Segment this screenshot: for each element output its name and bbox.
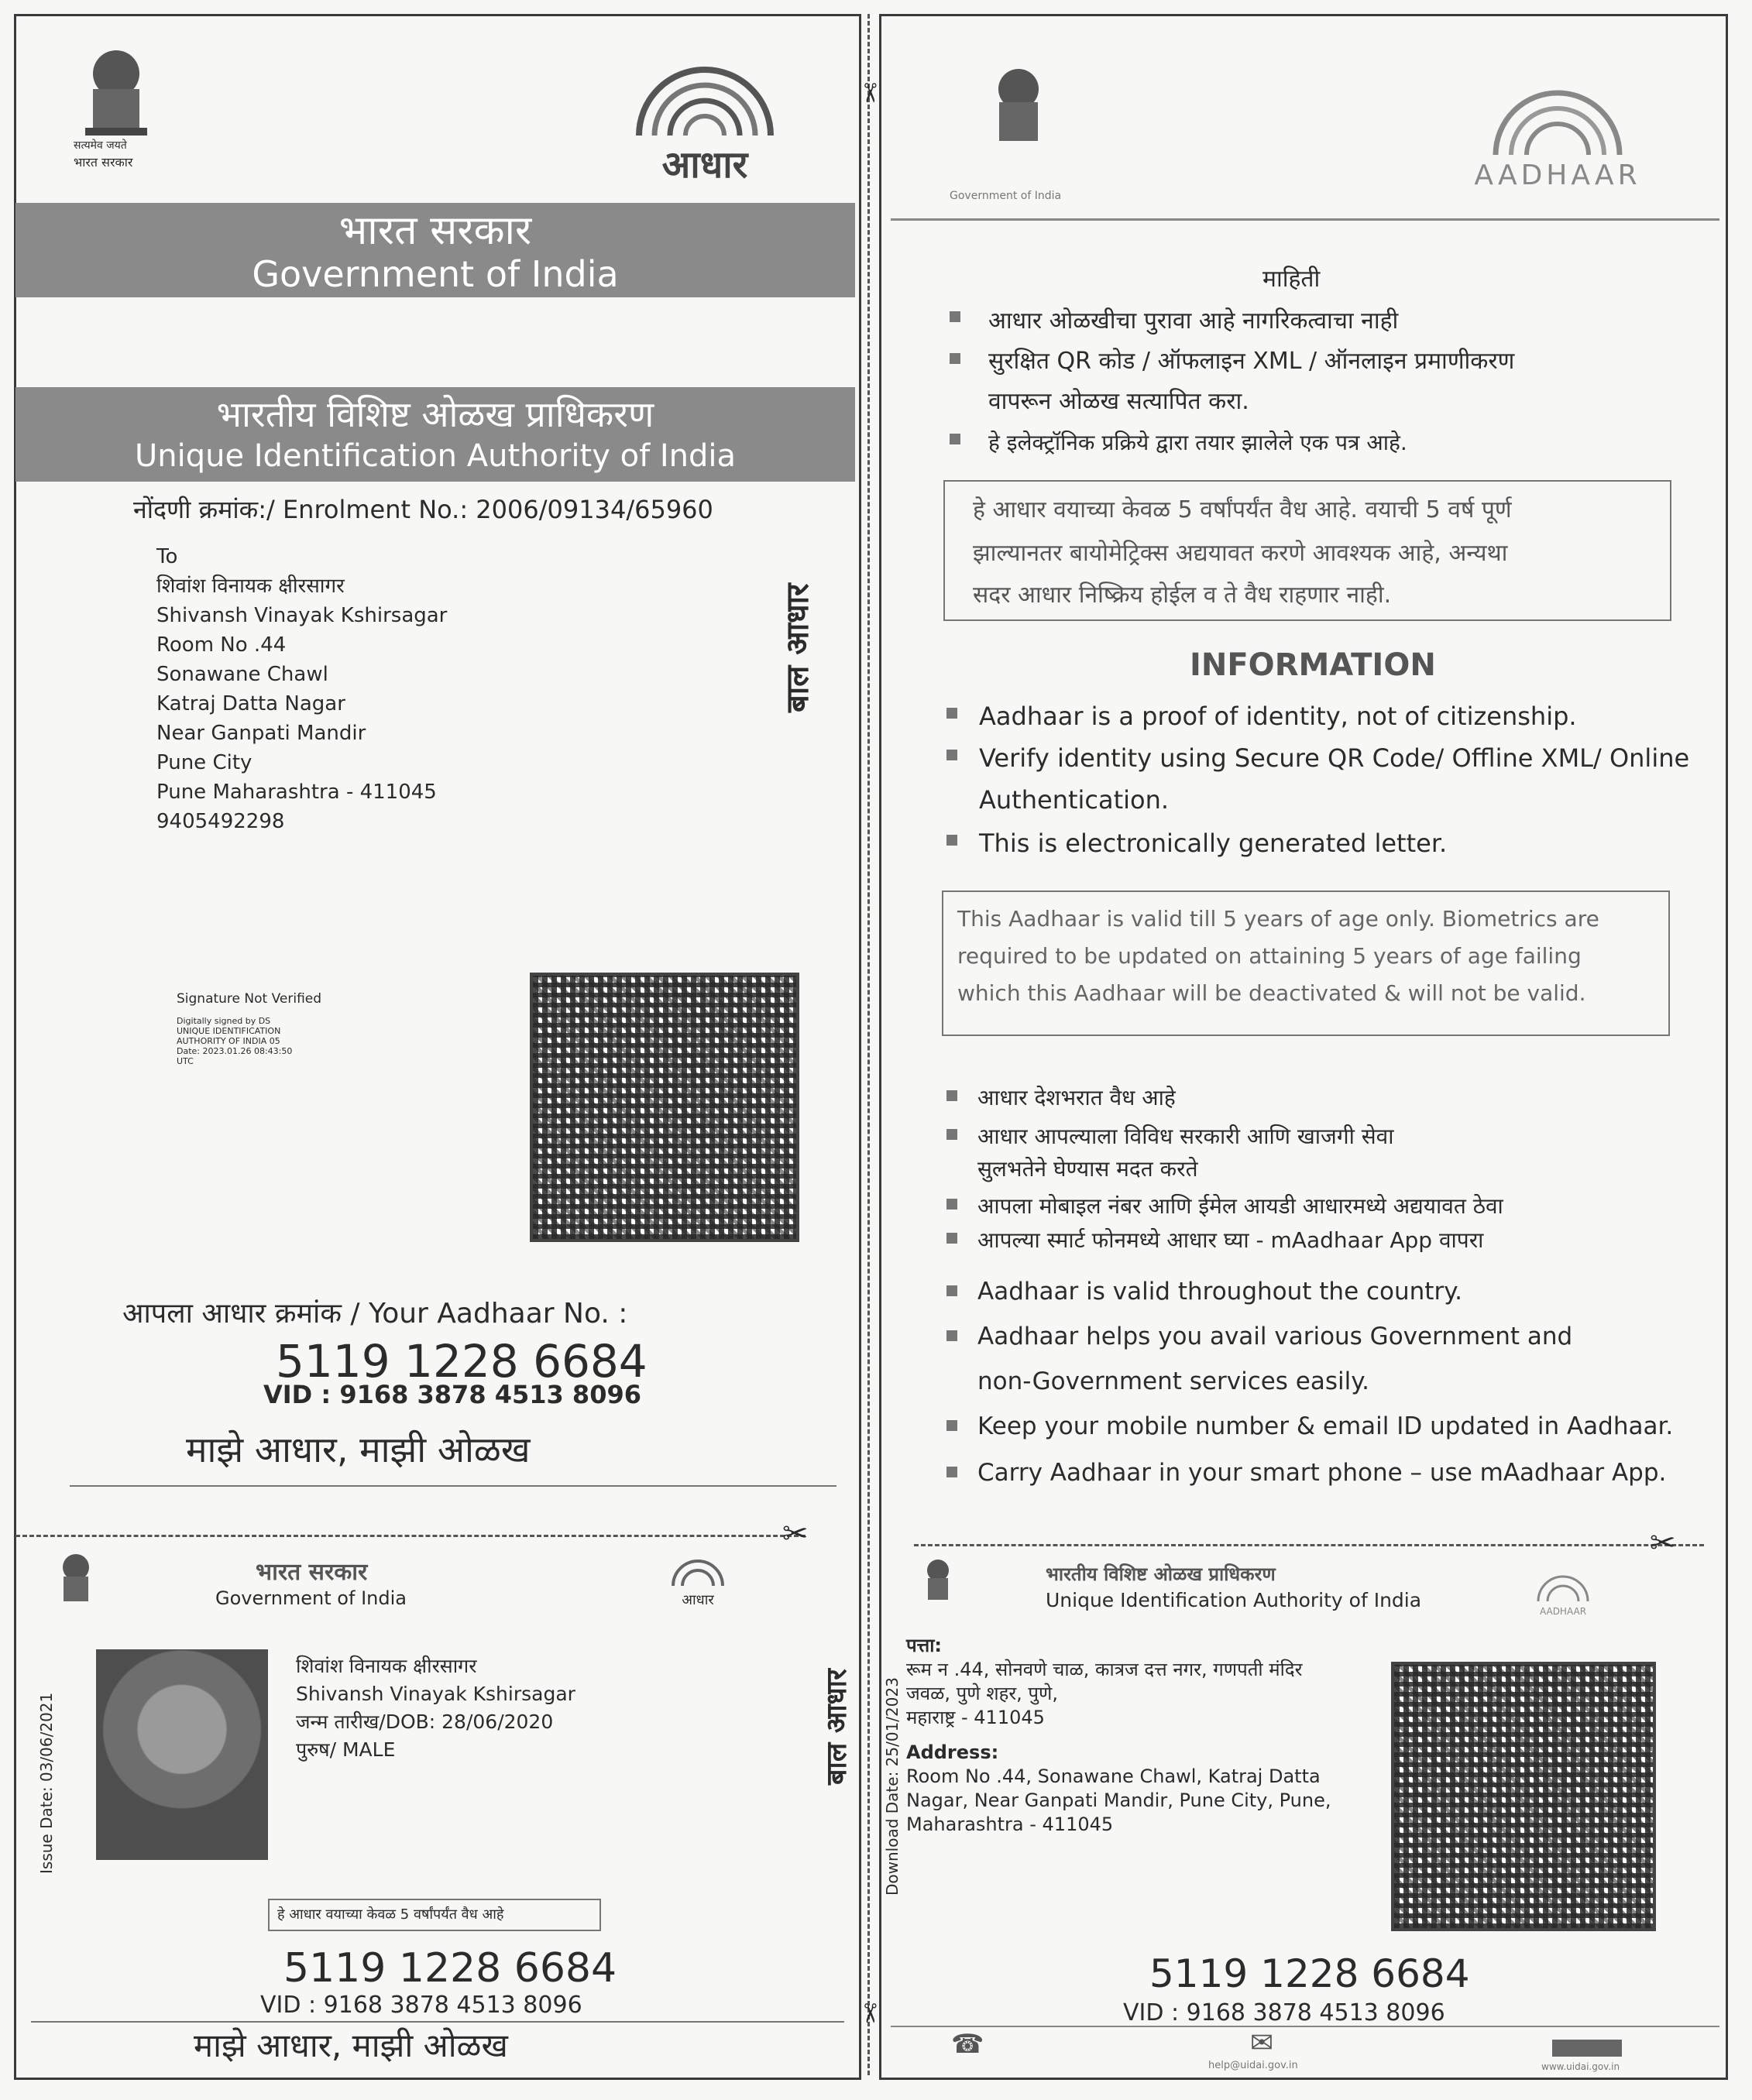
card-validity-note-box [268, 1899, 601, 1931]
mahiti-heading: माहिती [1262, 266, 1321, 293]
address-line-hindi: रूम न .44, सोनवणे चाळ, कात्रज दत्त नगर, गणपती मंदिर [906, 1659, 1303, 1680]
web-icon [1552, 2040, 1622, 2057]
en-validity-notice [942, 890, 1670, 1036]
scissors-icon: ✂ [782, 1516, 809, 1552]
address-line-english: Maharashtra - 411045 [906, 1813, 1114, 1835]
card-dob: जन्म तारीख/DOB: 28/06/2020 [296, 1711, 554, 1733]
email-icon: ✉ [1250, 2027, 1274, 2059]
info-item: सुलभतेने घेण्यास मदत करते [977, 1156, 1198, 1182]
bullet-icon [946, 1199, 957, 1210]
header-divider [891, 218, 1719, 221]
aadhaar-logo-text: AADHAAR [1474, 160, 1641, 191]
signature-title: Signature Not Verified [177, 991, 322, 1007]
signature-detail: Digitally signed by DS [177, 1016, 271, 1026]
signature-detail: AUTHORITY OF INDIA 05 [177, 1036, 280, 1046]
card-issue-date: Issue Date: 03/06/2021 [37, 1692, 56, 1874]
cut-line-horizontal [914, 1544, 1704, 1546]
card-gov-hindi: भारत सरकार [256, 1559, 368, 1586]
address-line: Shivansh Vinayak Kshirsagar [156, 604, 448, 627]
signature-detail: UTC [177, 1056, 194, 1066]
download-date: Download Date: 25/01/2023 [883, 1677, 902, 1896]
card-uidai-english: Unique Identification Authority of India [1046, 1589, 1422, 1611]
notice-line: सदर आधार निष्क्रिय होईल व ते वैध राहणार नाही. [973, 582, 1392, 609]
gov-hindi: भारत सरकार [338, 208, 532, 254]
info-item: This is electronically generated letter. [979, 829, 1448, 858]
vid-number: VID : 9168 3878 4513 8096 [263, 1380, 641, 1409]
card-validity-note: हे आधार वयाच्या केवळ 5 वर्षांपर्यंत वैध आहे [277, 1906, 504, 1923]
card-gov-english: Government of India [215, 1587, 407, 1609]
address-line: शिवांश विनायक क्षीरसागर [156, 575, 345, 598]
emblem-motto: सत्यमेव जयते [74, 139, 127, 152]
card-vid: VID : 9168 3878 4513 8096 [1123, 1999, 1445, 2026]
aadhaar-fingerprint-icon [667, 1556, 729, 1587]
notice-line: This Aadhaar is valid till 5 years of age only. Biometrics are [957, 906, 1599, 932]
address-line: Sonawane Chawl [156, 663, 328, 686]
info-item: आधार ओळखीचा पुरावा आहे नागरिकत्वाचा नाही [988, 307, 1399, 335]
notice-line: required to be updated on attaining 5 years of age failing [957, 943, 1582, 969]
info-item: सुरक्षित QR कोड / ऑफलाइन XML / ऑनलाइन प्रमाणीकरण [988, 348, 1515, 375]
footer-email: help@uidai.gov.in [1208, 2060, 1298, 2071]
address-line: Near Ganpati Mandir [156, 722, 366, 745]
aadhaar-fingerprint-icon [624, 58, 786, 143]
address-line: Room No .44 [156, 633, 287, 657]
aadhaar-logo [1461, 77, 1654, 191]
uidai-english: Unique Identification Authority of India [134, 438, 737, 474]
info-item: Aadhaar is a proof of identity, not of citizenship. [979, 702, 1577, 731]
card-name-hindi: शिवांश विनायक क्षीरसागर [296, 1655, 477, 1677]
card-vid: VID : 9168 3878 4513 8096 [260, 1992, 582, 2019]
phone-icon: ☎ [951, 2029, 984, 2060]
info-item: non-Government services easily. [977, 1367, 1370, 1395]
baal-aadhaar-vertical: बाल आधार [780, 583, 816, 712]
aadhaar-fingerprint-icon [1480, 77, 1635, 163]
address-label-hindi: पत्ता: [906, 1635, 943, 1656]
card-aadhaar-number: 5119 1228 6684 [283, 1945, 617, 1992]
child-photo [96, 1649, 268, 1860]
gov-english: Government of India [252, 253, 619, 295]
bullet-icon [946, 750, 957, 760]
address-line: To [156, 545, 178, 568]
divider [70, 1485, 836, 1487]
bullet-icon [950, 311, 960, 322]
notice-line: झाल्यानतर बायोमेट्रिक्स अद्ययावत करणे आवश्यक आहे, अन्यथा [973, 540, 1508, 567]
address-block [156, 542, 447, 836]
emblem-caption: भारत सरकार [74, 155, 133, 170]
address-line-english: Nagar, Near Ganpati Mandir, Pune City, Pune, [906, 1789, 1331, 1811]
scissors-icon: ✂ [854, 81, 885, 105]
info-item: Carry Aadhaar in your smart phone – use mAadhaar App. [977, 1459, 1667, 1487]
address-line: 9405492298 [156, 810, 285, 833]
address-line: Katraj Datta Nagar [156, 692, 345, 715]
signature-block [177, 991, 321, 1066]
card-uidai-hindi: भारतीय विशिष्ट ओळख प्राधिकरण [1046, 1563, 1276, 1585]
card-footer-divider [891, 2026, 1719, 2027]
aadhaar-number: 5119 1228 6684 [276, 1335, 648, 1388]
address-line-english: Room No .44, Sonawane Chawl, Katraj Datta [906, 1765, 1321, 1787]
bullet-icon [950, 434, 960, 444]
card-aadhaar-logo [663, 1556, 733, 1609]
info-item: Verify identity using Secure QR Code/ Offline XML/ Online [979, 743, 1690, 773]
aadhaar-logo-text: आधार [661, 143, 748, 187]
national-emblem-icon [74, 43, 159, 151]
uidai-hindi: भारतीय विशिष्ट ओळख प्राधिकरण [216, 393, 654, 435]
card-gender: पुरुष/ MALE [296, 1738, 396, 1761]
card-address-block [906, 1634, 1331, 1837]
aadhaar-logo [620, 58, 790, 187]
national-emblem-icon [984, 62, 1053, 155]
mr-validity-notice [943, 480, 1671, 621]
cut-line-horizontal [15, 1535, 806, 1537]
address-line-hindi: जवळ, पुणे शहर, पुणे, [906, 1683, 1059, 1704]
bullet-icon [946, 1420, 957, 1431]
signature-detail: UNIQUE IDENTIFICATION [177, 1026, 281, 1036]
bullet-icon [946, 708, 957, 719]
address-line: Pune City [156, 751, 252, 774]
signature-detail: Date: 2023.01.26 08:43:50 [177, 1046, 293, 1056]
info-item: आपला मोबाइल नंबर आणि ईमेल आयडी आधारमध्ये अद्ययावत ठेवा [977, 1193, 1503, 1219]
tagline: माझे आधार, माझी ओळख [186, 1429, 531, 1470]
scissors-icon: ✂ [1650, 1525, 1676, 1561]
info-item: Aadhaar is valid throughout the country. [977, 1278, 1462, 1306]
info-item: आधार देशभरात वैध आहे [977, 1085, 1176, 1110]
card-aadhaar-number: 5119 1228 6684 [1149, 1951, 1470, 1996]
info-item: आधार आपल्याला विविध सरकारी आणि खाजगी सेवा [977, 1124, 1394, 1149]
info-item: हे इलेक्ट्रॉनिक प्रक्रिये द्वारा तयार झालेले एक पत्र आहे. [988, 430, 1407, 455]
card-qr-code [1391, 1662, 1656, 1931]
footer-web: www.uidai.gov.in [1541, 2061, 1620, 2072]
bullet-icon [950, 353, 960, 364]
bullet-icon [946, 1129, 957, 1140]
government-band [15, 203, 855, 297]
notice-line: हे आधार वयाच्या केवळ 5 वर्षांपर्यंत वैध आहे. वयाची 5 वर्ष पूर्ण [973, 496, 1512, 523]
info-item: Aadhaar helps you avail various Government and [977, 1323, 1573, 1350]
address-label-english: Address: [906, 1741, 999, 1763]
your-aadhaar-label: आपला आधार क्रमांक / Your Aadhaar No. : [122, 1298, 628, 1330]
bullet-icon [946, 1285, 957, 1296]
national-emblem-icon [919, 1556, 957, 1611]
card-logo-text: आधार [682, 1592, 714, 1608]
info-item: वापरून ओळख सत्यापित करा. [988, 388, 1249, 415]
address-line-hindi: महाराष्ट्र - 411045 [906, 1707, 1045, 1728]
emblem-caption: Government of India [950, 190, 1062, 202]
bullet-icon [946, 835, 957, 846]
national-emblem-icon [53, 1550, 99, 1612]
card-details [296, 1652, 575, 1764]
bullet-icon [946, 1467, 957, 1477]
qr-code [530, 973, 799, 1242]
scissors-icon: ✂ [854, 2002, 885, 2025]
cut-line-vertical [867, 14, 870, 2075]
address-line: Pune Maharashtra - 411045 [156, 781, 437, 804]
uidai-band [15, 387, 855, 482]
enrolment-number: नोंदणी क्रमांक:/ Enrolment No.: 2006/09134/65960 [133, 495, 713, 524]
bullet-icon [946, 1090, 957, 1101]
card-logo-text: AADHAAR [1539, 1606, 1587, 1617]
card-tagline: माझे आधार, माझी ओळख [194, 2026, 508, 2064]
bullet-icon [946, 1330, 957, 1341]
info-item: Keep your mobile number & email ID updated in Aadhaar. [977, 1412, 1674, 1440]
info-item: Authentication. [979, 785, 1170, 815]
card-name-english: Shivansh Vinayak Kshirsagar [296, 1683, 575, 1705]
aadhaar-fingerprint-icon [1532, 1572, 1594, 1603]
card-baal-aadhaar: बाल आधार [821, 1669, 853, 1785]
card-aadhaar-logo [1524, 1572, 1602, 1617]
bullet-icon [946, 1233, 957, 1244]
notice-line: which this Aadhaar will be deactivated & will not be valid. [957, 980, 1586, 1006]
information-heading: INFORMATION [1190, 647, 1436, 683]
info-item: आपल्या स्मार्ट फोनमध्ये आधार घ्या - mAadhaar App वापरा [977, 1227, 1484, 1253]
